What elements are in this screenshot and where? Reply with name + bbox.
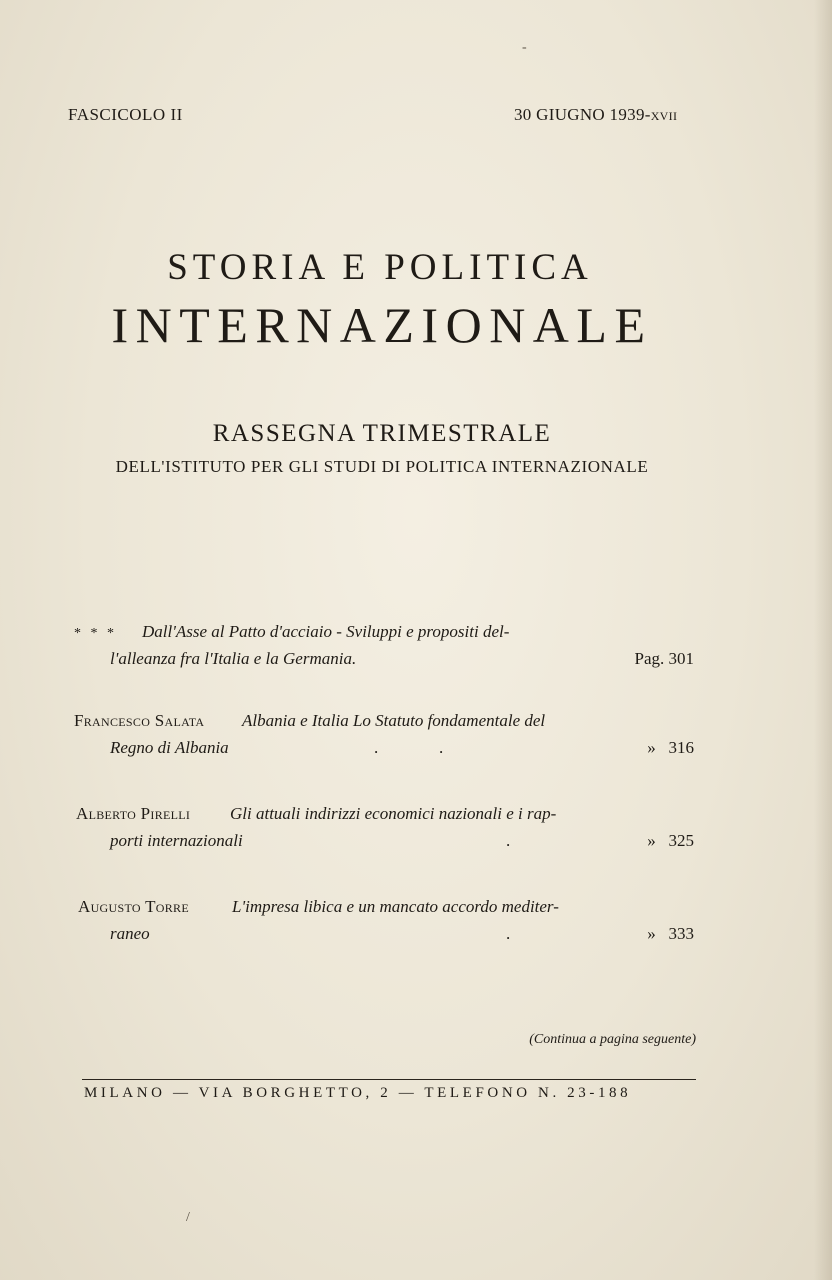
leader-dot: . — [374, 738, 379, 757]
masthead-subtitle-line1: RASSEGNA TRIMESTRALE — [212, 420, 552, 447]
leader-dot: . — [439, 738, 444, 757]
entry-title-part2: Regno di Albania — [110, 738, 229, 757]
entry-line-1 — [74, 622, 694, 649]
entry-title-part2: raneo — [110, 924, 150, 943]
leader-dot: . — [506, 924, 511, 943]
issue-number: FASCICOLO II — [68, 105, 183, 124]
entry-page-number: 333 — [668, 924, 694, 943]
masthead-title-line2: INTERNAZIONALE — [111, 297, 653, 353]
entry-page-number: 325 — [668, 831, 694, 850]
entry-title-part1: Gli attuali indirizzi economici nazionali e i rap- — [230, 804, 557, 823]
entry-author: Alberto Pirelli — [76, 804, 191, 823]
entry-author: Augusto Torre — [78, 897, 189, 916]
entry-author: Francesco Salata — [74, 711, 205, 730]
entry-line-1 — [74, 804, 694, 831]
entry-author: * * * — [74, 626, 117, 641]
entry-line-2 — [74, 649, 694, 676]
paper-speck: / — [186, 1210, 190, 1225]
entry-page-number: 301 — [668, 649, 694, 668]
entry-page-number: 316 — [668, 738, 694, 757]
continuation-note: (Continua a pagina seguente) — [529, 1032, 696, 1047]
contents-entry — [74, 711, 694, 765]
entry-line-2 — [74, 831, 694, 858]
entry-page-prefix: » — [647, 738, 656, 757]
entry-line-2 — [74, 924, 694, 951]
entry-page-ref — [635, 649, 695, 669]
contents-entry — [74, 804, 694, 858]
publisher-address: MILANO — VIA BORGHETTO, 2 — TELEFONO N. 23-188 — [84, 1085, 632, 1101]
entry-page-ref — [647, 831, 694, 851]
leader-dot: . — [506, 831, 511, 850]
page-edge-shadow — [814, 0, 832, 1280]
entry-page-ref — [647, 738, 694, 758]
entry-line-2 — [74, 738, 694, 765]
issue-date-main: 30 GIUGNO 1939- — [514, 105, 651, 124]
entry-page-ref — [647, 924, 694, 944]
entry-line-1 — [74, 711, 694, 738]
entry-title-part1: Albania e Italia Lo Statuto fondamentale del — [242, 711, 546, 730]
contents-entry — [74, 897, 694, 951]
entry-page-prefix: » — [647, 924, 656, 943]
entry-title-part2: porti internazionali — [110, 831, 243, 850]
paper-speck: - — [522, 40, 527, 55]
entry-title-part1: Dall'Asse al Patto d'acciaio - Sviluppi e propositi del- — [142, 622, 510, 641]
entry-title-part2: l'alleanza fra l'Italia e la Germania. — [110, 649, 357, 668]
entry-line-1 — [74, 897, 694, 924]
issue-date-era: XVII — [650, 109, 678, 123]
masthead-subtitle-line2: DELL'ISTITUTO PER GLI STUDI DI POLITICA INTERNAZIONALE — [115, 457, 649, 476]
issue-date — [514, 105, 677, 125]
contents-entry — [74, 622, 694, 676]
entry-title-part1: L'impresa libica e un mancato accordo mediter- — [232, 897, 559, 916]
footer-rule — [82, 1079, 696, 1080]
entry-page-prefix: Pag. — [634, 649, 665, 668]
entry-page-prefix: » — [647, 831, 656, 850]
masthead-title-line1: STORIA E POLITICA — [167, 247, 593, 288]
